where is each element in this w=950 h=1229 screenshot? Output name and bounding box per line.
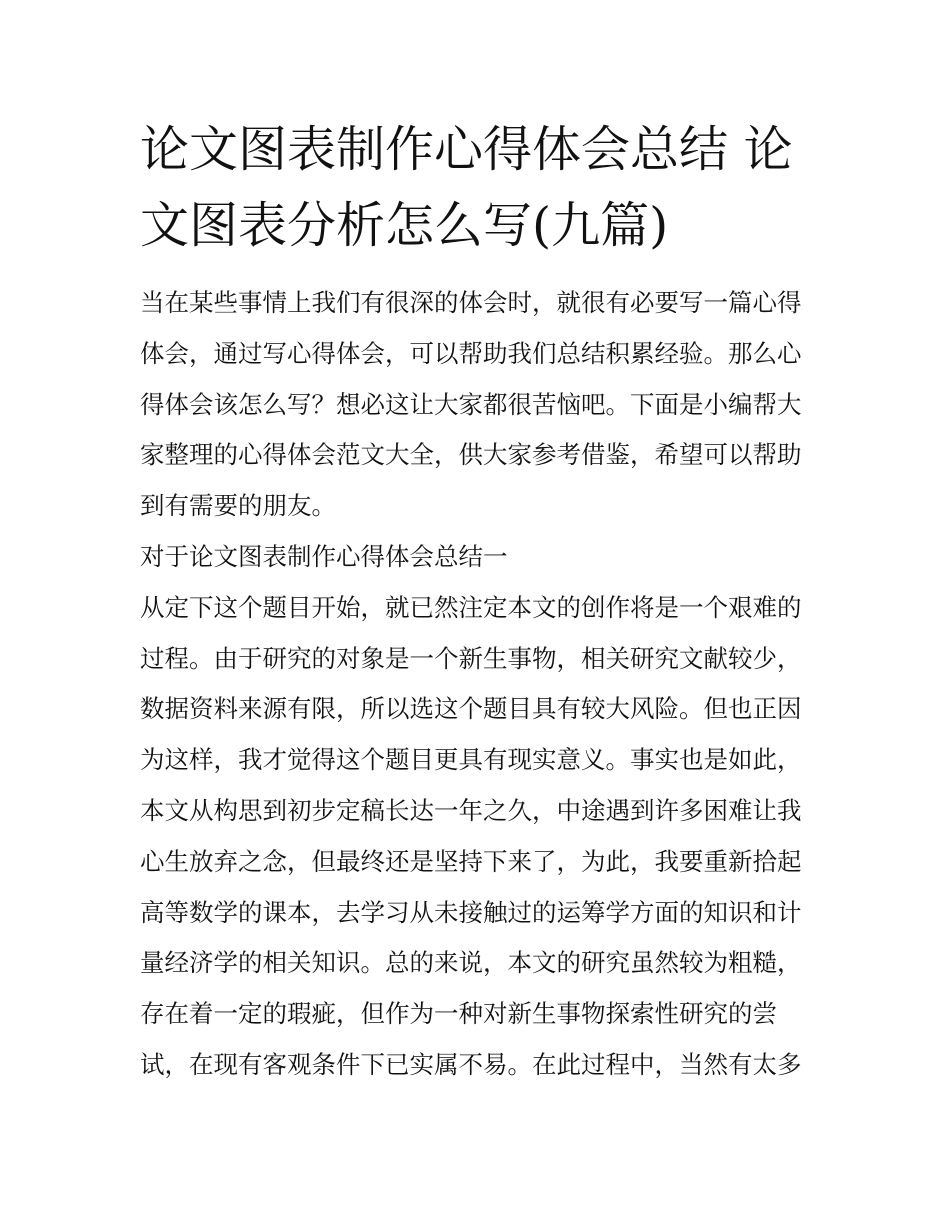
body-line-15: 存在着一定的瑕疵，但作为一种对新生事物探索性研究的尝 bbox=[140, 999, 777, 1029]
title-line-2: 文图表分析怎么写(九篇) bbox=[140, 197, 669, 254]
document-title bbox=[140, 112, 815, 264]
body-line-3: 得体会该怎么写？想必这让大家都很苦恼吧。下面是小编帮大 bbox=[140, 389, 802, 419]
document-body bbox=[140, 278, 815, 1091]
body-line-7: 从定下这个题目开始，就已然注定本文的创作将是一个艰难的 bbox=[140, 592, 802, 622]
body-line-9: 数据资料来源有限，所以选这个题目具有较大风险。但也正因 bbox=[140, 694, 802, 724]
body-line-1: 当在某些事情上我们有很深的体会时，就很有必要写一篇心得 bbox=[140, 288, 802, 317]
body-line-13: 高等数学的课本，去学习从未接触过的运筹学方面的知识和计 bbox=[140, 897, 802, 927]
body-line-12: 心生放弃之念，但最终还是坚持下来了，为此，我要重新拾起 bbox=[140, 846, 802, 876]
title-line-1: 论文图表制作心得体会总结 论 bbox=[140, 121, 793, 178]
body-line-8: 过程。由于研究的对象是一个新生事物，相关研究文献较少， bbox=[140, 643, 802, 673]
body-line-16: 试，在现有客观条件下已实属不易。在此过程中，当然有太多 bbox=[140, 1049, 802, 1079]
body-line-10: 为这样，我才觉得这个题目更具有现实意义。事实也是如此， bbox=[140, 745, 802, 775]
section-heading: 对于论文图表制作心得体会总结一 bbox=[140, 541, 508, 571]
body-line-5: 到有需要的朋友。 bbox=[140, 491, 336, 521]
body-line-2: 体会，通过写心得体会，可以帮助我们总结积累经验。那么心 bbox=[140, 338, 802, 368]
body-line-14: 量经济学的相关知识。总的来说，本文的研究虽然较为粗糙， bbox=[140, 948, 802, 978]
body-line-11: 本文从构思到初步定稿长达一年之久，中途遇到许多困难让我 bbox=[140, 795, 802, 825]
body-line-4: 家整理的心得体会范文大全，供大家参考借鉴，希望可以帮助 bbox=[140, 440, 802, 470]
